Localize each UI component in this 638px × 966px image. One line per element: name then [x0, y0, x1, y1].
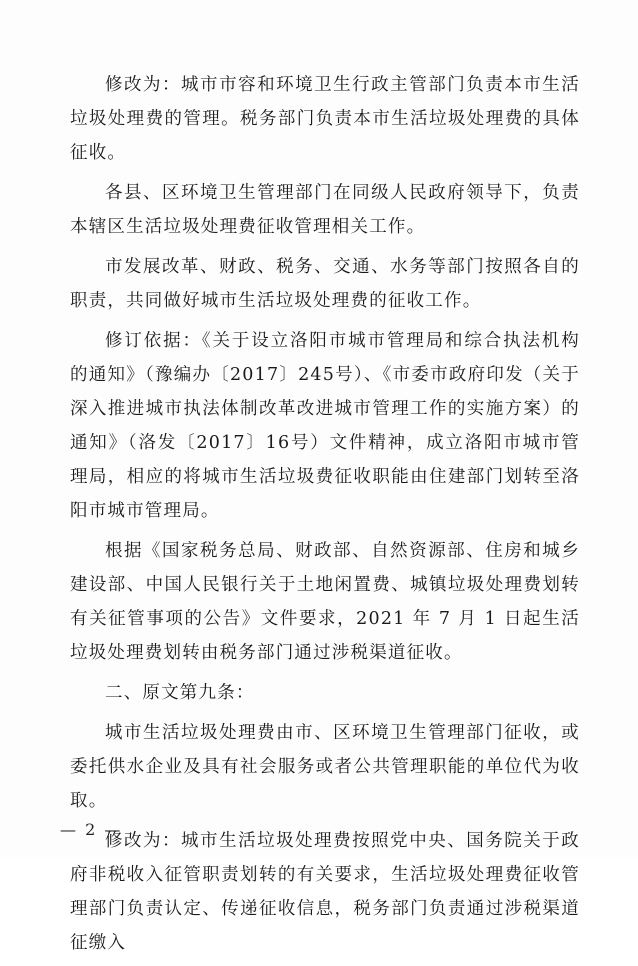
document-body	[70, 68, 580, 966]
paragraph-revision-basis: 修订依据：《关于设立洛阳市城市管理局和综合执法机构的通知》（豫编办〔2017〕245号）、《市委市政府印发（关于深入推进城市执法体制改革改进城市管理工作的实施方案）的通知》（洛发〔2017〕16号）文件精神，成立洛阳市城市管理局，相应的将城市生活垃圾费征收职能由住建部门划转至洛阳市城市管理局。	[70, 331, 580, 521]
paragraph-departments-cooperation: 市发展改革、财政、税务、交通、水务等部门按照各自的职责，共同做好城市生活垃圾处理费的征收工作。	[70, 257, 580, 311]
paragraph-county-district-duty: 各县、区环境卫生管理部门在同级人民政府领导下，负责本辖区生活垃圾处理费征收管理相关工作。	[70, 183, 580, 237]
paragraph-revision-management: 修改为：城市市容和环境卫生行政主管部门负责本市生活垃圾处理费的管理。税务部门负责本市生活垃圾处理费的具体征收。	[70, 75, 580, 163]
paragraph-original-article-nine: 城市生活垃圾处理费由市、区环境卫生管理部门征收，或委托供水企业及具有社会服务或者公共管理职能的单位代为收取。	[70, 723, 580, 811]
paragraph-revised-article-nine: 修改为：城市生活垃圾处理费按照党中央、国务院关于政府非税收入征管职责划转的有关要求，生活垃圾处理费征收管理部门负责认定、传递征收信息，税务部门负责通过涉税渠道征缴入	[70, 831, 580, 953]
section-heading-article-nine: 二、原文第九条：	[105, 683, 255, 703]
paragraph-tax-transfer-basis: 根据《国家税务总局、财政部、自然资源部、住房和城乡建设部、中国人民银行关于土地闲置费、城镇垃圾处理费划转有关征管事项的公告》文件要求，2021 年 7 月 1 日起生活垃圾处理费划转由税务部门通过涉税渠道征收。	[70, 541, 580, 663]
page-number: — 2 —	[60, 820, 123, 839]
